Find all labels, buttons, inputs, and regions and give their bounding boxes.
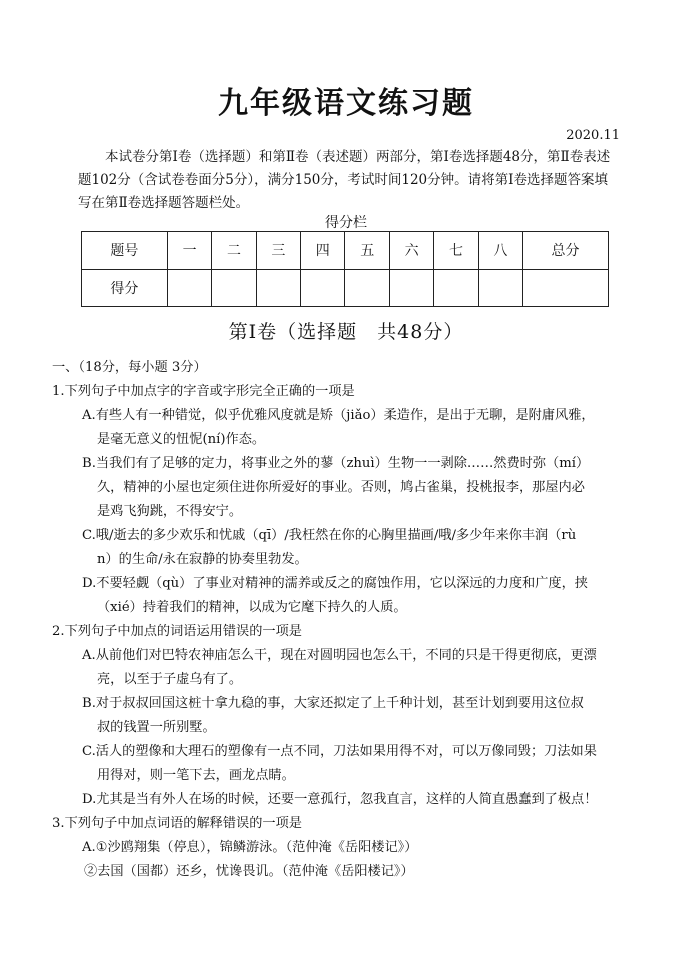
option-line: ②去国（国都）还乡，忧谗畏讥。（范仲淹《岳阳楼记》）	[84, 864, 414, 879]
page-title: 九年级语文练习题	[218, 86, 474, 121]
question-3-option-a-part-2	[52, 860, 632, 884]
score-row-label: 得分	[82, 269, 168, 307]
option-line: n）的生命/永在寂静的协奏里勃发。	[97, 552, 308, 567]
question-2-option-d	[52, 788, 632, 812]
score-cell	[434, 269, 478, 307]
option-line: A.①沙鸥翔集（停息），锦鳞游泳。（范仲淹《岳阳楼记》）	[82, 840, 418, 855]
score-table-header-row	[82, 232, 609, 270]
question-1-option-c	[52, 524, 632, 572]
question-1-option-a	[52, 404, 632, 452]
option-line: D.尤其是当有外人在场的时候，还要一意孤行，忽我直言，这样的人简直愚蠢到了极点！	[82, 792, 598, 807]
question-2-stem: 2.下列句子中加点的词语运用错误的一项是	[52, 624, 302, 639]
score-cell	[523, 269, 609, 307]
score-header-cell: 三	[256, 232, 300, 270]
score-header-cell: 总分	[523, 232, 609, 270]
option-line: C.哦/逝去的多少欢乐和忧戚（qī）/我枉然在你的心胸里描画/哦/多少年来你丰润（rù	[82, 528, 577, 543]
option-line: D.不要轻觑（qù）了事业对精神的濡养或反之的腐蚀作用，它以深远的力度和广度，挟	[82, 576, 588, 591]
option-line: 是毫无意义的忸怩(ní)作态。	[97, 432, 266, 447]
score-header-cell: 四	[301, 232, 345, 270]
score-header-cell: 五	[345, 232, 389, 270]
option-line: （xié）持着我们的精神，以成为它麾下持久的人质。	[97, 600, 407, 615]
score-cell	[345, 269, 389, 307]
question-2-option-c	[52, 740, 632, 788]
option-line: 用得对，则一笔下去，画龙点睛。	[97, 768, 295, 783]
question-3-stem: 3.下列句子中加点词语的解释错误的一项是	[52, 816, 302, 831]
score-header-cell: 八	[478, 232, 522, 270]
option-line: B.对于叔叔回国这桩十拿九稳的事，大家还拟定了上千种计划，甚至计划到要用这位叔	[82, 696, 584, 711]
score-table-score-row	[82, 269, 609, 307]
option-line: 久，精神的小屋也定须住进你所爱好的事业。否则，鸠占雀巢，投桃报李，那屋内必	[97, 480, 585, 495]
score-header-cell: 题号	[82, 232, 168, 270]
option-line: C.活人的塑像和大理石的塑像有一点不同，刀法如果用得不对，可以万像同毁；刀法如果	[82, 744, 597, 759]
score-cell	[256, 269, 300, 307]
part-one-title: 第Ⅰ卷（选择题 共48分）	[228, 321, 464, 343]
score-cell	[212, 269, 256, 307]
intro-text: 本试卷分第Ⅰ卷（选择题）和第Ⅱ卷（表述题）两部分，第Ⅰ卷选择题48分，第Ⅱ卷表述题102分（含试卷卷面分5分），满分150分，考试时间120分钟。请将第Ⅰ卷选择题答案填写在第Ⅱ卷选择题答题栏处。	[78, 149, 611, 211]
option-line: A.从前他们对巴特农神庙怎么干，现在对圆明园也怎么干，不同的只是干得更彻底，更漂	[82, 648, 597, 663]
score-header-cell: 一	[167, 232, 211, 270]
option-line: B.当我们有了足够的定力，将事业之外的蓼（zhuì）生物一一剥除……然费时弥（mí）	[82, 456, 590, 471]
score-table-caption: 得分栏	[325, 215, 367, 231]
question-1-stem: 1.下列句子中加点字的字音或字形完全正确的一项是	[52, 384, 355, 399]
option-line: 亮，以至于子虚乌有了。	[97, 672, 243, 687]
question-2-option-b	[52, 692, 632, 740]
score-cell	[478, 269, 522, 307]
score-cell	[389, 269, 433, 307]
questions-body	[52, 356, 632, 884]
option-line: 叔的钱置一所别墅。	[97, 720, 216, 735]
section-heading: 一、（18分，每小题 3分）	[52, 360, 207, 375]
score-cell	[301, 269, 345, 307]
score-header-cell: 六	[389, 232, 433, 270]
question-1-option-b	[52, 452, 632, 524]
score-cell	[167, 269, 211, 307]
score-table	[81, 231, 609, 307]
intro-paragraph	[78, 146, 618, 215]
score-header-cell: 二	[212, 232, 256, 270]
option-line: 是鸡飞狗跳，不得安宁。	[97, 504, 243, 519]
question-1-option-d	[52, 572, 632, 620]
option-line: A.有些人有一种错觉，似乎优雅风度就是矫（jiǎo）柔造作，是出于无聊，是附庸风雅，	[82, 408, 595, 423]
score-header-cell: 七	[434, 232, 478, 270]
question-3-option-a	[52, 836, 632, 860]
exam-date: 2020.11	[566, 128, 620, 143]
question-2-option-a	[52, 644, 632, 692]
